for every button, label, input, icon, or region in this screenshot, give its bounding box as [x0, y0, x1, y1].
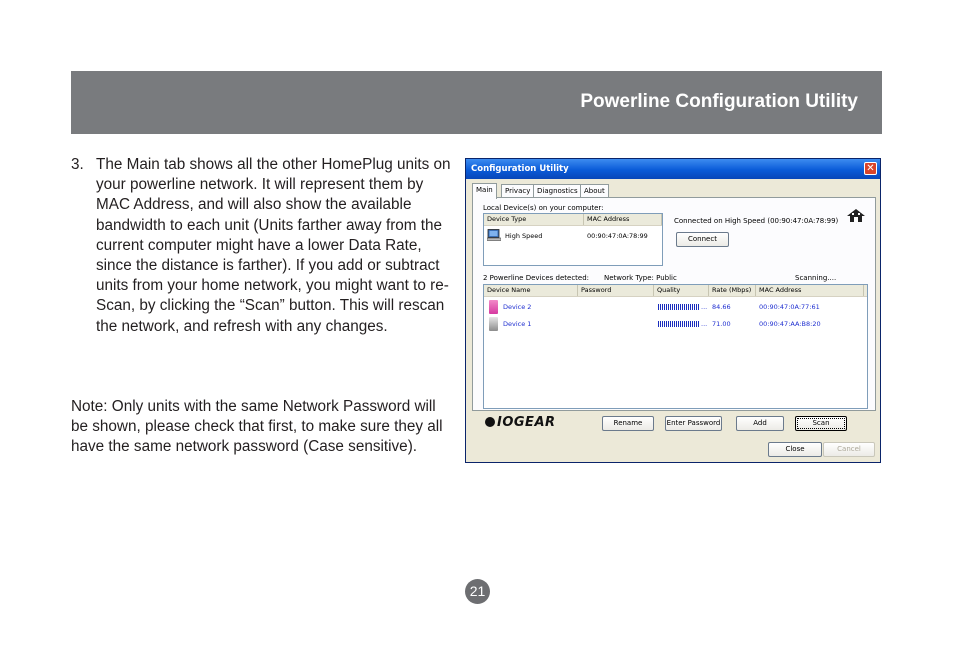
scan-button[interactable]: Scan — [795, 416, 847, 431]
section-title: Powerline Configuration Utility — [580, 91, 858, 112]
configuration-utility-window — [465, 158, 881, 463]
tab-diagnostics[interactable]: Diagnostics — [533, 184, 582, 198]
network-type-label: Network Type: Public — [604, 274, 677, 282]
column-quality[interactable]: Quality — [654, 285, 709, 296]
devices-list-header — [484, 285, 867, 297]
step-text: The Main tab shows all the other HomePlug units on your powerline network. It will represent them by MAC Address, and will also show the available bandwidth to each unit (Units farther away from the current computer might have a lower Data Rate, since the distance is farther). If you add or subtract units from your home network, you might want to re-Scan, by clicking the “Scan” button. This will rescan the network, and refresh with any changes. — [96, 156, 451, 335]
column-rate[interactable]: Rate (Mbps) — [709, 285, 756, 296]
quality-ellipsis: ... — [701, 303, 708, 311]
logo-text: IOGEAR — [497, 415, 556, 430]
quality-bar — [658, 304, 700, 310]
note-paragraph: Note: Only units with the same Network Password will be shown, please check that first, to make sure they all have the same network password (Case sensitive). — [71, 398, 443, 456]
devices-detected-label: 2 Powerline Devices detected: — [483, 274, 590, 282]
page-number: 21 — [465, 579, 490, 604]
device-rate: 71.00 — [712, 320, 731, 328]
step-3 — [71, 155, 451, 337]
connection-status: Connected on High Speed (00:90:47:0A:78:99) — [674, 217, 839, 225]
scanning-status: Scanning.... — [795, 274, 837, 282]
enter-password-button[interactable]: Enter Password — [665, 416, 722, 431]
quality-bar — [658, 321, 700, 327]
local-devices-list[interactable] — [483, 213, 663, 266]
header-band — [71, 71, 882, 134]
device-mac: 00:90:47:0A:77:61 — [759, 303, 820, 311]
window-titlebar — [466, 159, 880, 179]
tab-about[interactable]: About — [580, 184, 609, 198]
column-device-type[interactable]: Device Type — [484, 214, 584, 225]
home-network-icon — [846, 208, 866, 223]
rename-button[interactable]: Rename — [602, 416, 654, 431]
column-mac[interactable]: MAC Address — [756, 285, 864, 296]
device-name: Device 2 — [503, 303, 532, 311]
add-button[interactable]: Add — [736, 416, 784, 431]
close-button[interactable]: Close — [768, 442, 822, 457]
main-tab-panel — [472, 197, 876, 411]
device-mac: 00:90:47:AA:B8:20 — [759, 320, 821, 328]
local-list-header — [484, 214, 662, 226]
local-devices-label: Local Device(s) on your computer: — [483, 204, 604, 212]
logo-mark-icon — [485, 417, 495, 427]
powerline-adapter-icon — [489, 300, 498, 314]
computer-icon — [487, 229, 501, 241]
close-icon[interactable]: ✕ — [864, 162, 877, 175]
cancel-button[interactable]: Cancel — [823, 442, 875, 457]
connect-button[interactable]: Connect — [676, 232, 729, 247]
iogear-logo — [485, 415, 556, 430]
powerline-devices-list[interactable] — [483, 284, 868, 409]
tab-privacy[interactable]: Privacy — [501, 184, 534, 198]
device-name: Device 1 — [503, 320, 532, 328]
device-rate: 84.66 — [712, 303, 731, 311]
tab-main[interactable]: Main — [472, 183, 497, 199]
column-device-name[interactable]: Device Name — [484, 285, 578, 296]
window-title: Configuration Utility — [471, 164, 569, 174]
column-password[interactable]: Password — [578, 285, 654, 296]
local-device-mac: 00:90:47:0A:78:99 — [587, 232, 648, 240]
column-mac-address[interactable]: MAC Address — [584, 214, 662, 225]
local-device-type: High Speed — [505, 232, 543, 240]
step-number: 3. — [71, 156, 84, 173]
powerline-adapter-icon — [489, 317, 498, 331]
quality-ellipsis: ... — [701, 320, 708, 328]
